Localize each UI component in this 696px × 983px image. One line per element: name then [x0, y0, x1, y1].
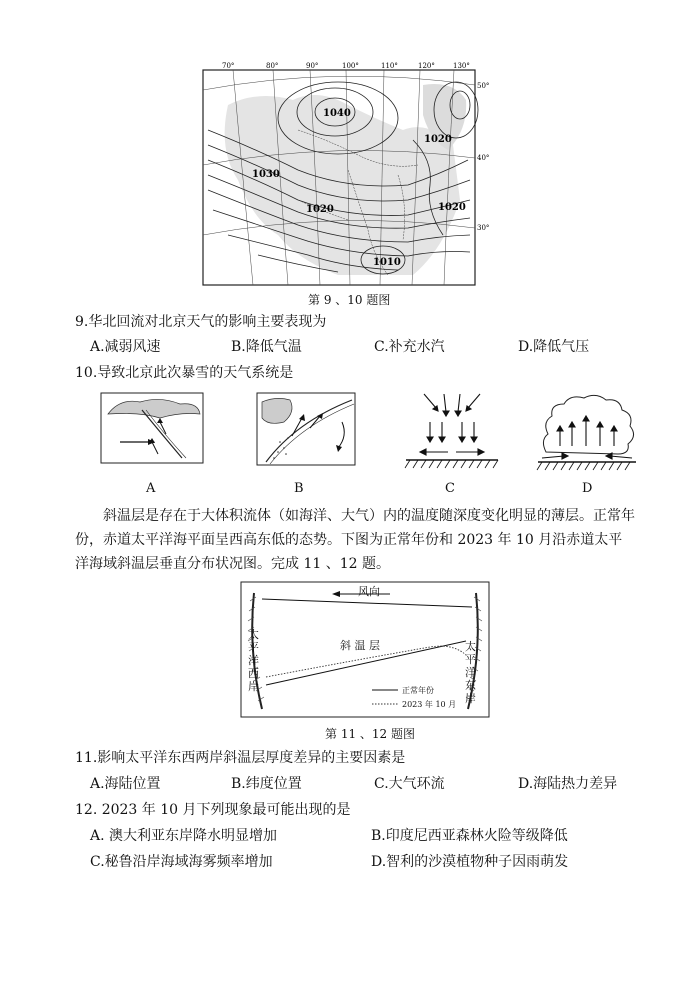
question-10-stem: 10.导致北京此次暴雪的天气系统是	[75, 365, 294, 381]
isobar-label: 1020	[424, 134, 452, 145]
q11-option-b[interactable]: B.纬度位置	[231, 776, 302, 792]
lon-label: 80°	[266, 62, 279, 70]
q12-option-d[interactable]: D.智利的沙漠植物种子因雨萌发	[371, 854, 569, 870]
thermocline-caption: 第 11 、12 题图	[325, 727, 415, 741]
lat-label: 40°	[477, 154, 490, 162]
lon-label: 110°	[381, 62, 398, 70]
passage-11-12: 斜温层是存在于大体积流体（如海洋、大气）内的温度随深度变化明显的薄层。正常年份，赤道太平洋海平面呈西高东低的态势。下图为正常年份和 2023 年 10 月沿赤道太平洋海域斜温层垂直分布状况图。完成 11 、12 题。	[75, 508, 635, 572]
q12-option-b[interactable]: B.印度尼西亚森林火险等级降低	[371, 828, 568, 844]
west-coast-label: 太平洋西岸	[248, 628, 259, 693]
isobar-label: 1040	[323, 108, 351, 119]
lon-label: 120°	[418, 62, 435, 70]
q10-option-d-label[interactable]: D	[582, 481, 593, 496]
question-11-stem: 11.影响太平洋东西两岸斜温层厚度差异的主要因素是	[75, 750, 406, 766]
q10-diagram-a[interactable]	[100, 392, 204, 464]
q12-option-a[interactable]: A. 澳大利亚东岸降水明显增加	[90, 828, 278, 844]
lat-label: 50°	[477, 82, 490, 90]
isobar-label: 1020	[306, 204, 334, 215]
map-caption: 第 9 、10 题图	[308, 293, 391, 307]
q11-option-a[interactable]: A.海陆位置	[90, 776, 161, 792]
cold-front-diagram	[100, 392, 204, 464]
q10-diagram-d[interactable]	[534, 390, 640, 472]
lat-label: 30°	[477, 224, 490, 232]
q9-option-b[interactable]: B.降低气温	[231, 339, 302, 355]
question-9-stem: 9.华北回流对北京天气的影响主要表现为	[75, 314, 327, 330]
anticyclone-diagram	[402, 388, 502, 472]
q11-option-c[interactable]: C.大气环流	[374, 776, 445, 792]
wind-direction-label: 风向	[358, 585, 380, 598]
q10-option-c-label[interactable]: C	[445, 481, 455, 496]
q10-option-a-label[interactable]: A	[146, 481, 156, 496]
q11-option-d[interactable]: D.海陆热力差异	[518, 776, 618, 792]
q10-diagram-c[interactable]	[402, 388, 502, 472]
q10-diagram-b[interactable]	[256, 392, 356, 466]
lon-label: 130°	[453, 62, 470, 70]
q9-option-a[interactable]: A.减弱风速	[90, 339, 161, 355]
east-coast-label: 太平洋东岸	[465, 640, 476, 705]
warm-front-diagram	[256, 392, 356, 466]
cyclone-diagram	[534, 390, 640, 472]
legend-normal-year: 正常年份	[402, 686, 434, 695]
weather-map	[198, 60, 488, 290]
weather-map-figure	[198, 60, 488, 290]
thermocline-layer-label: 斜 温 层	[340, 639, 380, 652]
q9-option-c[interactable]: C.补充水汽	[374, 339, 445, 355]
lon-label: 100°	[342, 62, 359, 70]
question-12-stem: 12. 2023 年 10 月下列现象最可能出现的是	[75, 802, 351, 818]
q9-option-d[interactable]: D.降低气压	[518, 339, 590, 355]
q12-option-c[interactable]: C.秘鲁沿岸海域海雾频率增加	[90, 854, 273, 870]
lon-label: 90°	[306, 62, 319, 70]
isobar-label: 1030	[252, 169, 280, 180]
isobar-label: 1010	[373, 257, 401, 268]
isobar-label: 1020	[438, 202, 466, 213]
legend-2023-october: 2023 年 10 月	[402, 700, 457, 709]
q10-option-b-label[interactable]: B	[294, 481, 304, 496]
lon-label: 70°	[222, 62, 235, 70]
